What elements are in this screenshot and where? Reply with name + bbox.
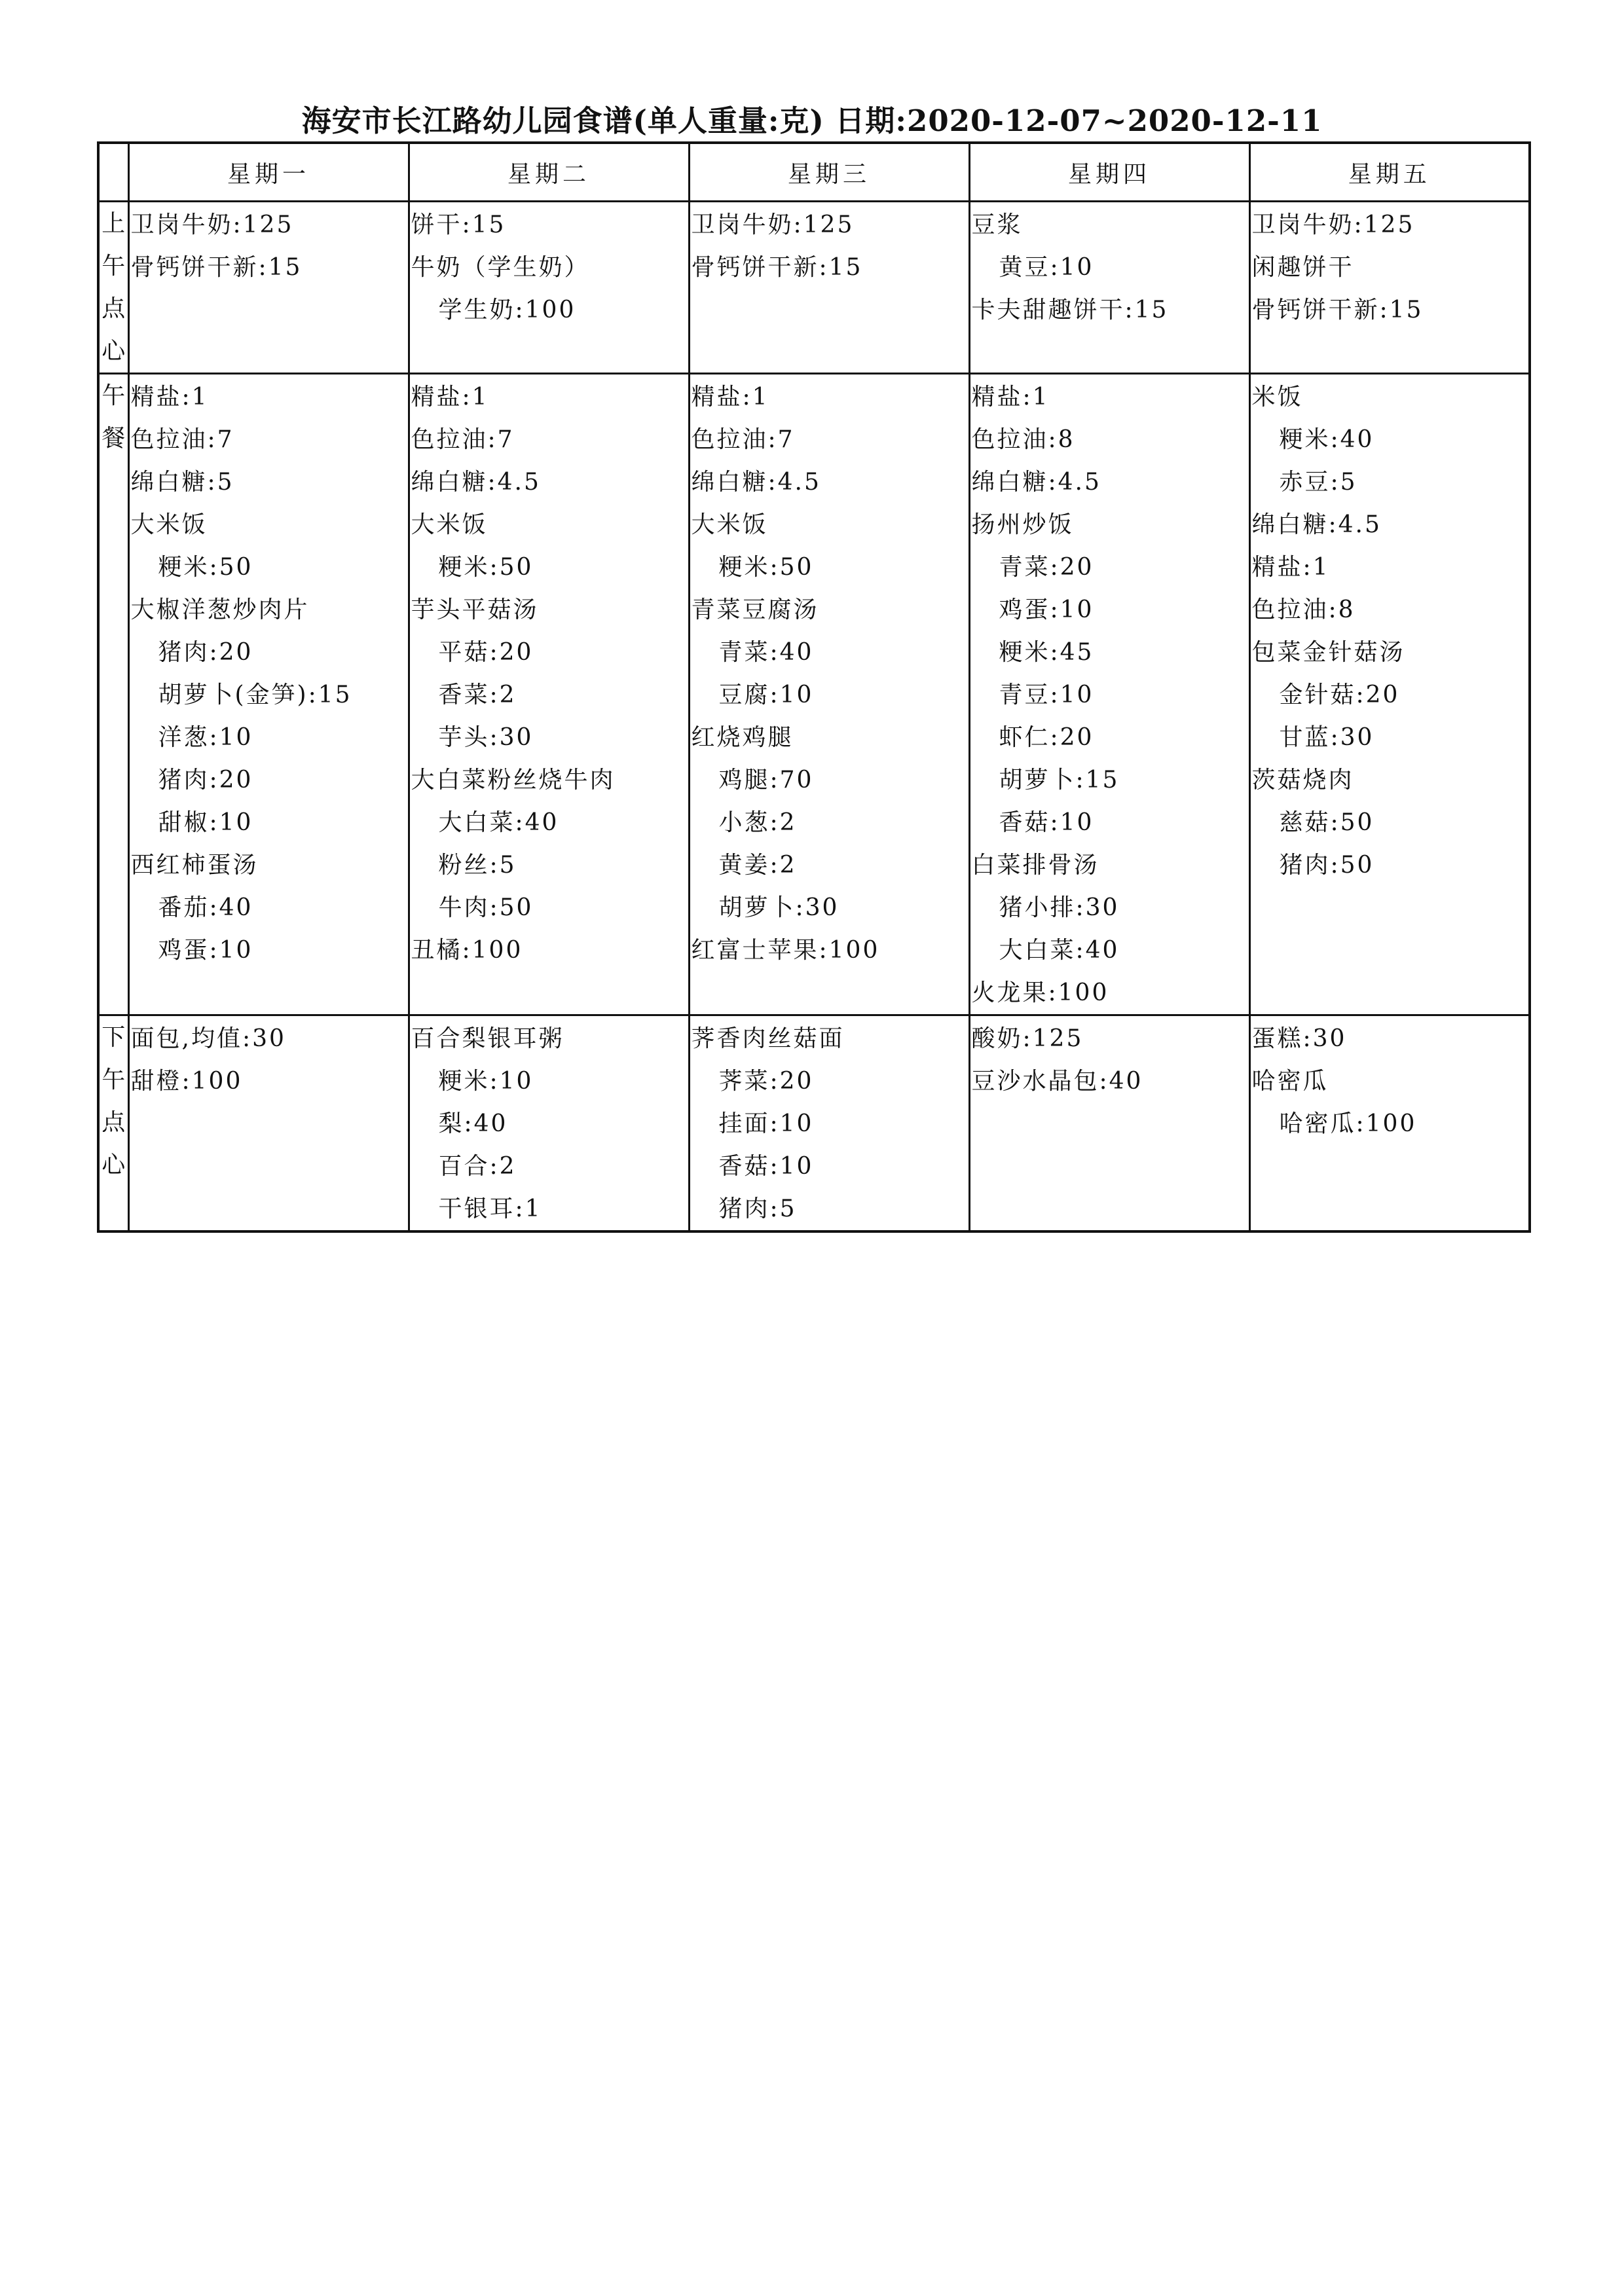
- meal-label: [98, 1015, 128, 1232]
- dish-item: 精盐:1: [411, 384, 489, 410]
- ingredient-item: 胡萝卜(金笋):15: [158, 682, 352, 708]
- menu-cell-thursday: [969, 202, 1249, 374]
- dish-item: 饼干:15: [411, 211, 506, 238]
- ingredient-item: 青豆:10: [999, 682, 1094, 708]
- ingredient-item: 香菇:10: [718, 1153, 814, 1180]
- ingredient-item: 鸡蛋:10: [158, 937, 253, 964]
- dish-item: 豆浆: [971, 211, 1023, 238]
- dish-item: 色拉油:7: [691, 426, 795, 453]
- ingredient-item: 鸡腿:70: [718, 767, 814, 793]
- dish-item: 豆沙水晶包:40: [971, 1068, 1143, 1095]
- dish-item: 青菜豆腐汤: [691, 596, 819, 623]
- dish-item: 色拉油:8: [1251, 596, 1356, 623]
- dish-item: 卡夫甜趣饼干:15: [971, 297, 1169, 323]
- ingredient-item: 虾仁:20: [999, 724, 1094, 751]
- meal-label-char: 午: [101, 1066, 126, 1093]
- corner-cell: [98, 143, 128, 202]
- dish-item: 卫岗牛奶:125: [1251, 211, 1415, 238]
- meal-label-char: 下: [101, 1024, 126, 1051]
- ingredient-item: 粳米:50: [438, 554, 534, 581]
- ingredient-item: 粳米:50: [718, 554, 814, 581]
- dish-item: 精盐:1: [130, 384, 209, 410]
- dish-item: 红烧鸡腿: [691, 724, 794, 751]
- menu-cell-monday: [128, 1015, 409, 1232]
- menu-cell-tuesday: [409, 202, 689, 374]
- ingredient-item: 胡萝卜:15: [999, 767, 1120, 793]
- dish-item: 绵白糖:4.5: [971, 469, 1101, 496]
- dish-item: 骨钙饼干新:15: [130, 254, 303, 281]
- page-title: 海安市长江路幼儿园食谱(单人重量:克) 日期:2020-12-07~2020-12-11: [301, 103, 1323, 138]
- dish-item: 绵白糖:4.5: [1251, 511, 1382, 538]
- ingredient-item: 小葱:2: [718, 809, 797, 836]
- ingredient-item: 猪肉:20: [158, 639, 253, 666]
- menu-cell-friday: [1249, 374, 1530, 1015]
- ingredient-item: 粳米:45: [999, 639, 1094, 666]
- ingredient-item: 百合:2: [438, 1153, 517, 1180]
- meal-label-char: 心: [101, 338, 126, 365]
- ingredient-item: 挂面:10: [718, 1110, 814, 1137]
- ingredient-item: 粳米:10: [438, 1068, 534, 1095]
- dish-item: 色拉油:7: [130, 426, 234, 453]
- ingredient-item: 赤豆:5: [1279, 469, 1357, 496]
- dish-item: 丑橘:100: [411, 937, 523, 964]
- dish-item: 芋头平菇汤: [411, 596, 539, 623]
- menu-cell-friday: [1249, 1015, 1530, 1232]
- menu-cell-monday: [128, 202, 409, 374]
- meal-label-char: 点: [101, 295, 126, 322]
- dish-item: 蛋糕:30: [1251, 1025, 1347, 1052]
- dish-item: 卫岗牛奶:125: [130, 211, 294, 238]
- ingredient-item: 青菜:40: [718, 639, 814, 666]
- dish-item: 绵白糖:5: [130, 469, 234, 496]
- dish-item: 荠香肉丝菇面: [691, 1025, 845, 1052]
- dish-item: 色拉油:8: [971, 426, 1075, 453]
- meal-label-char: 心: [101, 1152, 126, 1178]
- meal-label-char: 点: [101, 1109, 126, 1136]
- dish-item: 大米饭: [130, 511, 208, 538]
- dish-item: 甜橙:100: [130, 1068, 243, 1095]
- menu-cell-friday: [1249, 202, 1530, 374]
- ingredient-item: 金针菇:20: [1279, 682, 1400, 708]
- day-header-tuesday: 星期二: [409, 143, 689, 202]
- meal-label-char: 午: [101, 253, 126, 280]
- ingredient-item: 洋葱:10: [158, 724, 253, 751]
- dish-item: 大米饭: [411, 511, 488, 538]
- menu-cell-tuesday: [409, 374, 689, 1015]
- dish-item: 绵白糖:4.5: [411, 469, 541, 496]
- ingredient-item: 猪肉:5: [718, 1195, 797, 1222]
- dish-item: 百合梨银耳粥: [411, 1025, 564, 1052]
- ingredient-item: 猪肉:20: [158, 767, 253, 793]
- dish-item: 火龙果:100: [971, 979, 1109, 1006]
- dish-item: 扬州炒饭: [971, 511, 1074, 538]
- meal-label-char: 餐: [101, 425, 126, 452]
- ingredient-item: 干银耳:1: [438, 1195, 542, 1222]
- ingredient-item: 豆腐:10: [718, 682, 814, 708]
- dish-item: 闲趣饼干: [1251, 254, 1354, 281]
- meal-label: [98, 374, 128, 1015]
- day-header-wednesday: 星期三: [689, 143, 969, 202]
- dish-item: 绵白糖:4.5: [691, 469, 821, 496]
- menu-table: [97, 141, 1531, 1233]
- ingredient-item: 大白菜:40: [438, 809, 559, 836]
- dish-item: 色拉油:7: [411, 426, 515, 453]
- ingredient-item: 胡萝卜:30: [718, 894, 840, 921]
- dish-item: 酸奶:125: [971, 1025, 1084, 1052]
- ingredient-item: 番茄:40: [158, 894, 253, 921]
- dish-item: 哈密瓜: [1251, 1068, 1329, 1095]
- ingredient-item: 梨:40: [438, 1110, 508, 1137]
- ingredient-item: 黄豆:10: [999, 254, 1094, 281]
- menu-cell-wednesday: [689, 374, 969, 1015]
- dish-item: 茨菇烧肉: [1251, 767, 1354, 793]
- ingredient-item: 粳米:40: [1279, 426, 1375, 453]
- menu-cell-tuesday: [409, 1015, 689, 1232]
- dish-item: 精盐:1: [971, 384, 1050, 410]
- ingredient-item: 甜椒:10: [158, 809, 253, 836]
- dish-item: 大米饭: [691, 511, 768, 538]
- dish-item: 西红柿蛋汤: [130, 852, 259, 879]
- dish-item: 牛奶（学生奶）: [411, 254, 590, 281]
- ingredient-item: 粳米:50: [158, 554, 253, 581]
- menu-cell-thursday: [969, 1015, 1249, 1232]
- ingredient-item: 大白菜:40: [999, 937, 1120, 964]
- dish-item: 精盐:1: [1251, 554, 1330, 581]
- ingredient-item: 粉丝:5: [438, 852, 517, 879]
- menu-cell-thursday: [969, 374, 1249, 1015]
- dish-item: 大椒洋葱炒肉片: [130, 596, 310, 623]
- meal-label-char: 午: [101, 382, 126, 409]
- dish-item: 精盐:1: [691, 384, 769, 410]
- ingredient-item: 香菜:2: [438, 682, 517, 708]
- ingredient-item: 甘蓝:30: [1279, 724, 1375, 751]
- ingredient-item: 荠菜:20: [718, 1068, 814, 1095]
- meal-label: [98, 202, 128, 374]
- ingredient-item: 鸡蛋:10: [999, 596, 1094, 623]
- ingredient-item: 青菜:20: [999, 554, 1094, 581]
- dish-item: 面包,均值:30: [130, 1025, 286, 1052]
- dish-item: 骨钙饼干新:15: [691, 254, 863, 281]
- dish-item: 包菜金针菇汤: [1251, 639, 1405, 666]
- header-row: [98, 143, 1530, 202]
- dish-item: 大白菜粉丝烧牛肉: [411, 767, 616, 793]
- ingredient-item: 猪小排:30: [999, 894, 1120, 921]
- dish-item: 卫岗牛奶:125: [691, 211, 855, 238]
- meal-label-char: 上: [101, 210, 126, 237]
- day-header-thursday: 星期四: [969, 143, 1249, 202]
- dish-item: 红富士苹果:100: [691, 937, 880, 964]
- ingredient-item: 牛肉:50: [438, 894, 534, 921]
- ingredient-item: 平菇:20: [438, 639, 534, 666]
- ingredient-item: 学生奶:100: [438, 297, 576, 323]
- menu-cell-wednesday: [689, 202, 969, 374]
- day-header-monday: 星期一: [128, 143, 409, 202]
- ingredient-item: 猪肉:50: [1279, 852, 1375, 879]
- dish-item: 白菜排骨汤: [971, 852, 1099, 879]
- afternoon-snack-row: [98, 1015, 1530, 1232]
- dish-item: 骨钙饼干新:15: [1251, 297, 1424, 323]
- ingredient-item: 黄姜:2: [718, 852, 797, 879]
- morning-snack-row: [98, 202, 1530, 374]
- lunch-row: [98, 374, 1530, 1015]
- day-header-friday: 星期五: [1249, 143, 1530, 202]
- menu-cell-monday: [128, 374, 409, 1015]
- menu-cell-wednesday: [689, 1015, 969, 1232]
- ingredient-item: 慈菇:50: [1279, 809, 1375, 836]
- ingredient-item: 芋头:30: [438, 724, 534, 751]
- ingredient-item: 香菇:10: [999, 809, 1094, 836]
- dish-item: 米饭: [1251, 384, 1303, 410]
- ingredient-item: 哈密瓜:100: [1279, 1110, 1417, 1137]
